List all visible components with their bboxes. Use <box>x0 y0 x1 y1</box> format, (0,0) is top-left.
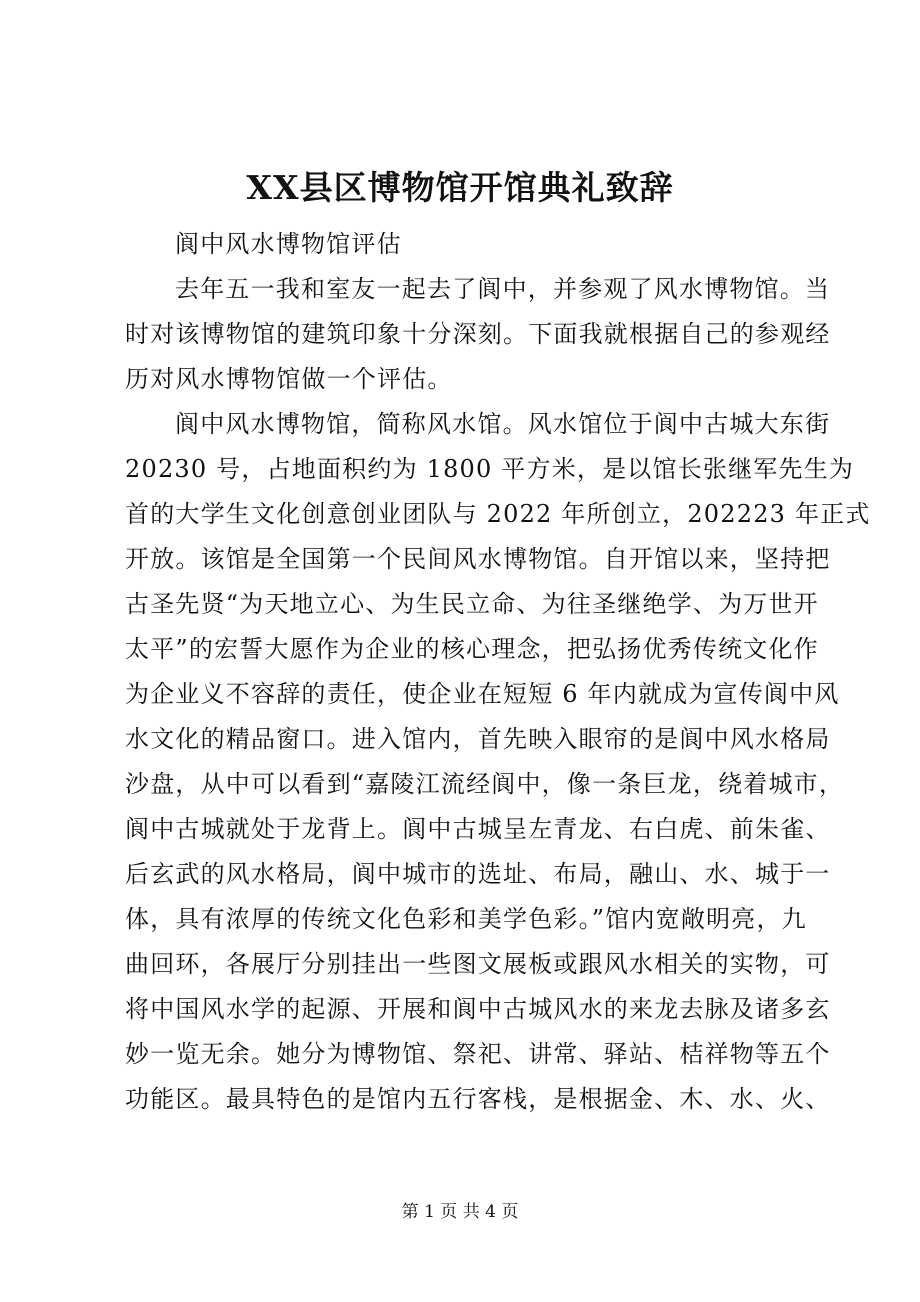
text-line: 阆中风水博物馆，简称风水馆。风水馆位于阆中古城大东街 <box>175 410 831 438</box>
text-line: 妙一览无余。她分为博物馆、祭祀、讲常、驿站、桔祥物等五个 <box>125 1040 831 1068</box>
text-line: 曲回环，各展厅分别挂出一些图文展板或跟风水相关的实物，可 <box>125 950 831 978</box>
text-line: 历对风水博物馆做一个评估。 <box>125 365 453 393</box>
text-line: 体，具有浓厚的传统文化色彩和美学色彩。”馆内宽敞明亮，九 <box>125 905 807 933</box>
document-title: XX县区博物馆开馆典礼致辞 <box>246 168 674 207</box>
document-body <box>125 222 871 1122</box>
text-line: 阆中古城就处于龙背上。阆中古城呈左青龙、右白虎、前朱雀、 <box>125 815 831 843</box>
text-line: 去年五一我和室友一起去了阆中，并参观了风水博物馆。当 <box>175 275 831 303</box>
text-line: 阆中风水博物馆评估 <box>175 230 402 258</box>
text-line: 水文化的精品窗口。进入馆内，首先映入眼帘的是阆中风水格局 <box>125 725 831 753</box>
text-line: 古圣先贤“为天地立心、为生民立命、为往圣继绝学、为万世开 <box>125 590 819 618</box>
text-line: 功能区。最具特色的是馆内五行客栈，是根据金、木、水、火、 <box>125 1085 831 1113</box>
text-line: 沙盘，从中可以看到“嘉陵江流经阆中，像一条巨龙，绕着城市， <box>125 770 845 798</box>
text-line: 将中国风水学的起源、开展和阆中古城风水的来龙去脉及诸多玄 <box>125 995 831 1023</box>
text-line: 后玄武的风水格局，阆中城市的选址、布局，融山、水、城于一 <box>125 860 831 888</box>
text-line: 首的大学生文化创意创业团队与 2022 年所创立，202223 年正式 <box>125 500 871 528</box>
text-line: 太平”的宏誓大愿作为企业的核心理念，把弘扬优秀传统文化作 <box>125 635 819 663</box>
text-line: 为企业义不容辞的责任，使企业在短短 6 年内就成为宣传阆中风 <box>125 680 840 708</box>
text-line: 开放。该馆是全国第一个民间风水博物馆。自开馆以来，坚持把 <box>125 545 831 573</box>
page-number-footer: 第 1 页 共 4 页 <box>401 1202 519 1222</box>
text-line: 20230 号，占地面积约为 1800 平方米，是以馆长张继军先生为 <box>125 455 855 483</box>
text-line: 时对该博物馆的建筑印象十分深刻。下面我就根据自己的参观经 <box>125 320 831 348</box>
